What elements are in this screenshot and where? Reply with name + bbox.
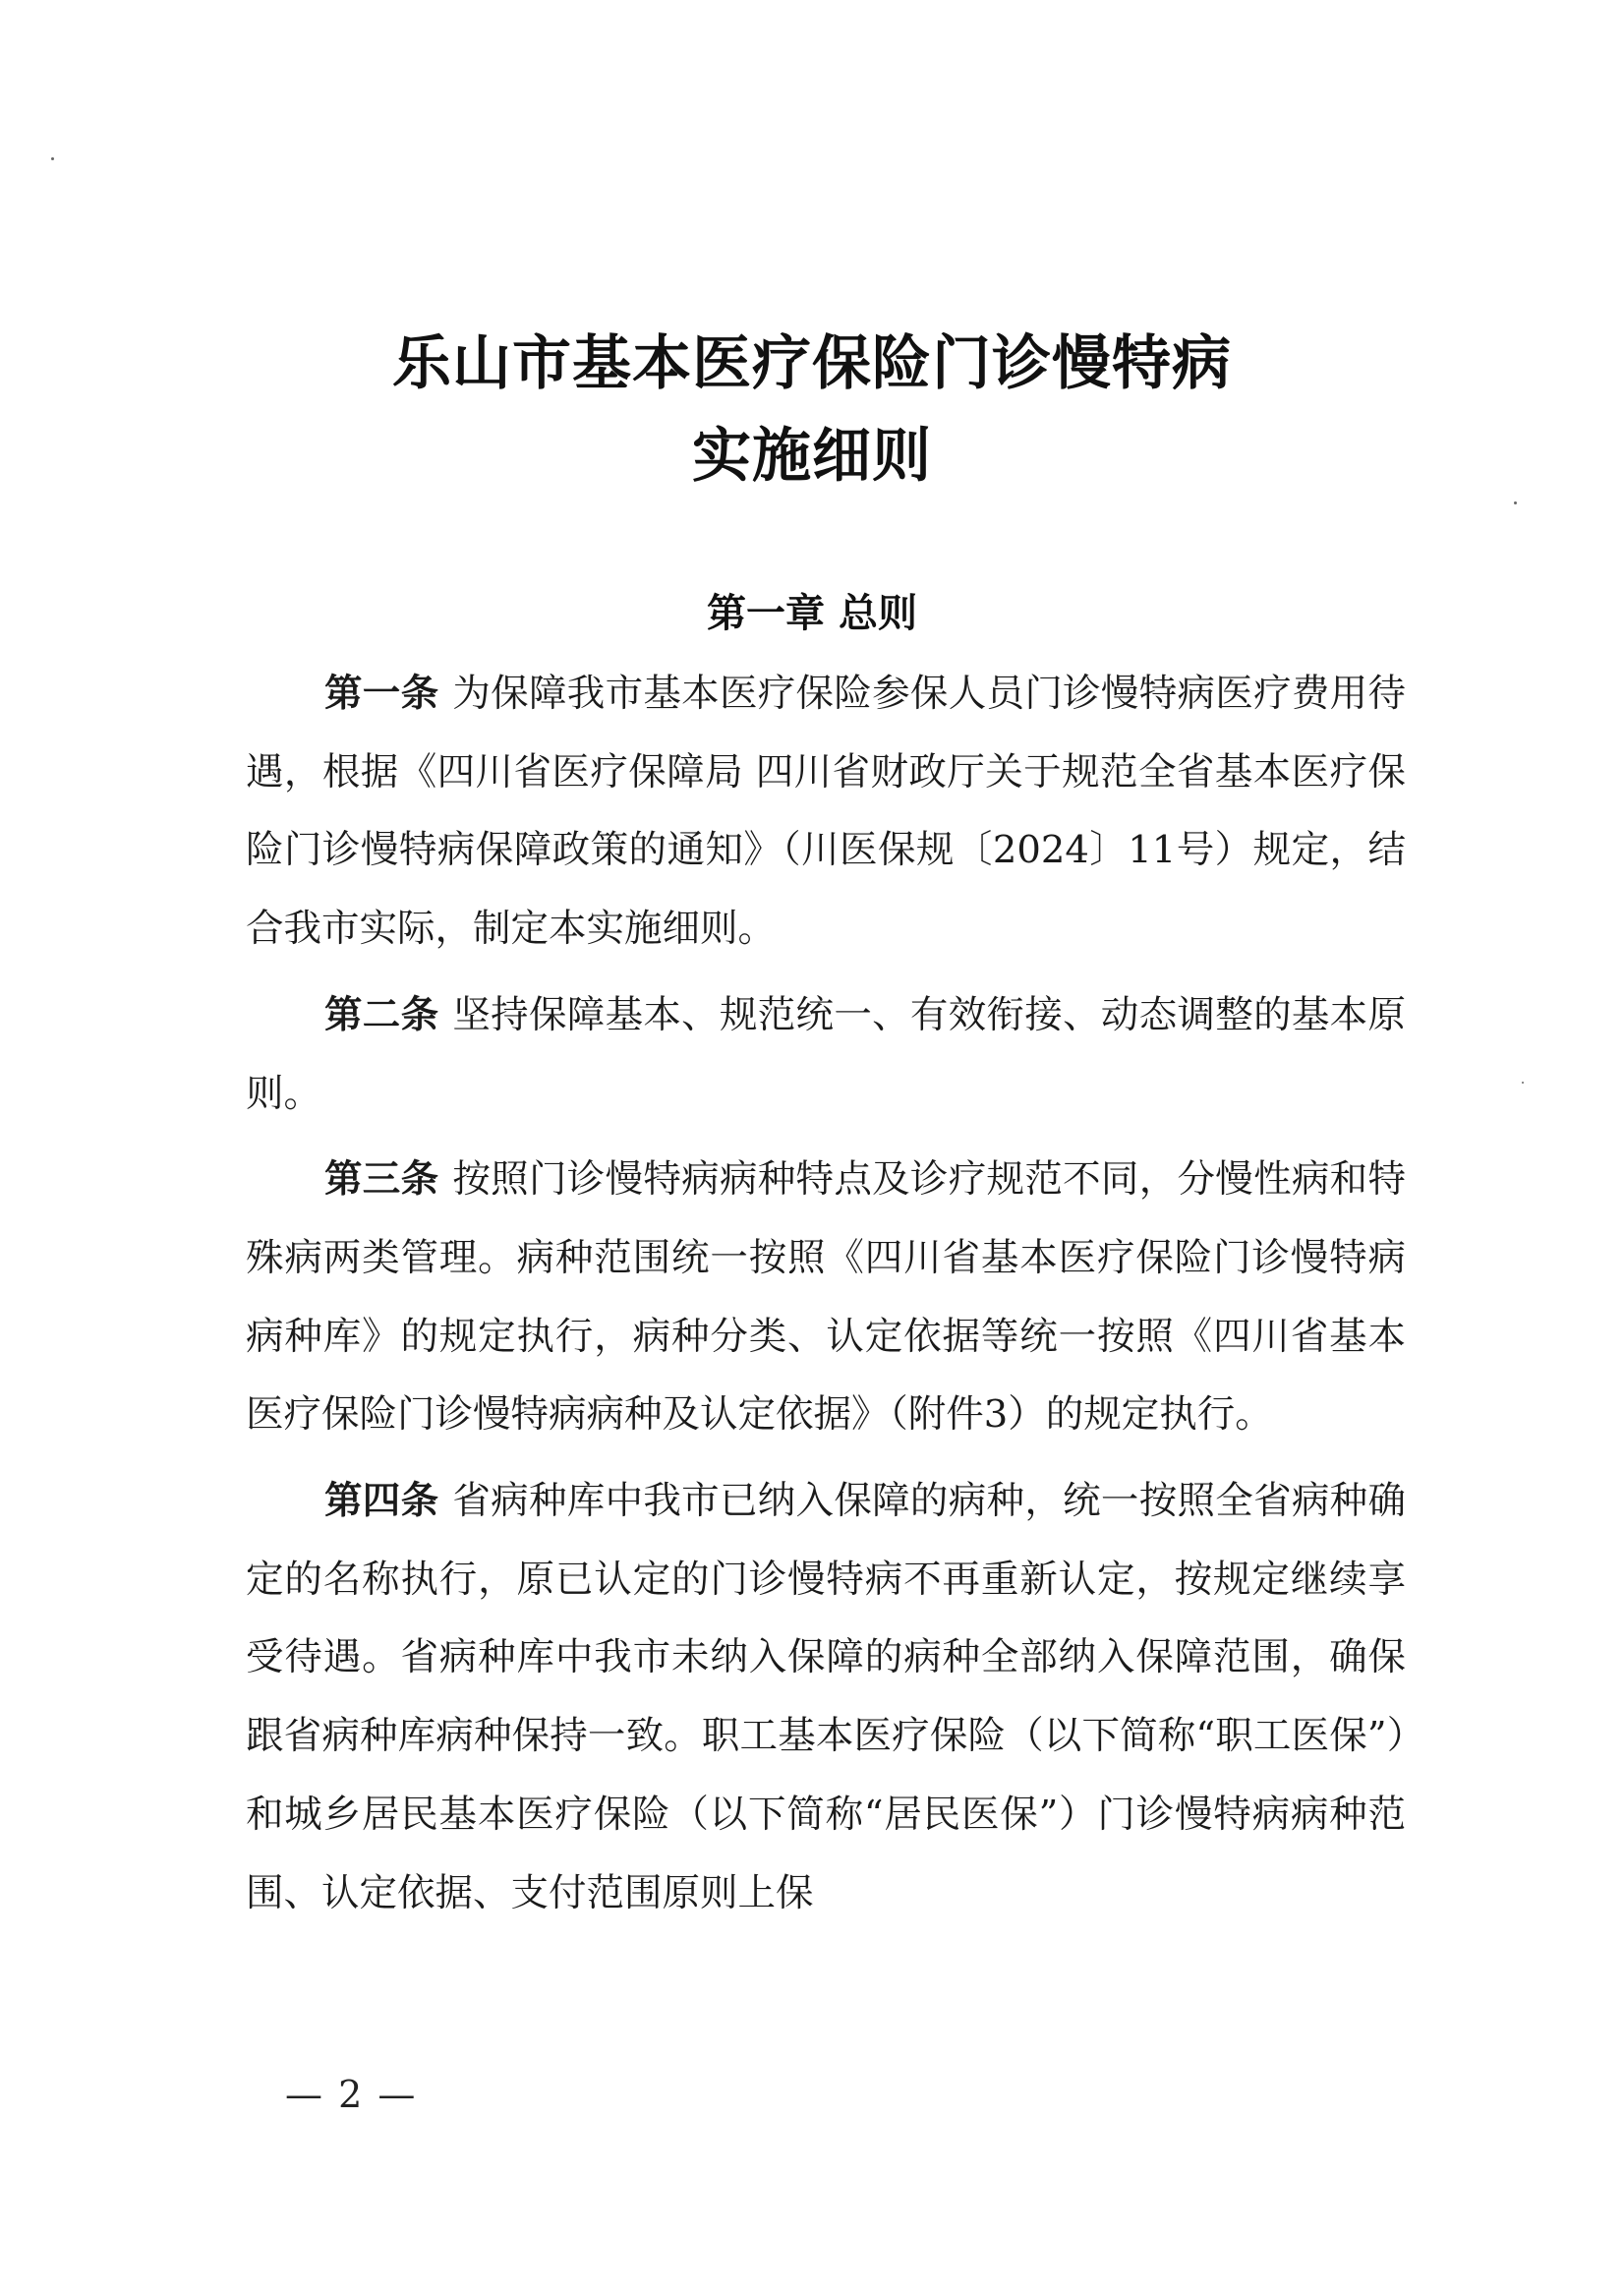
chapter-heading: 第一章 总则 [707,591,917,636]
article-2 [246,976,1406,1133]
article-3-text: 按照门诊慢特病病种特点及诊疗规范不同，分慢性病和特殊病两类管理。病种范围统一按照《四川省基本医疗保险门诊慢特病病种库》的规定执行，病种分类、认定依据等统一按照《四川省基本医疗保险门诊慢特病病种及认定依据》（附件3）的规定执行。 [246,1157,1406,1438]
article-4-text: 省病种库中我市已纳入保障的病种，统一按照全省病种确定的名称执行，原已认定的门诊慢特病不再重新认定，按规定继续享受待遇。省病种库中我市未纳入保障的病种全部纳入保障范围，确保跟省病种库病种保持一致。职工基本医疗保险（以下简称“职工医保”）和城乡居民基本医疗保险（以下简称“居民医保”）门诊慢特病病种范围、认定依据、支付范围原则上保 [246,1479,1406,1915]
page-number: — 2 — [285,2073,418,2116]
article-3 [246,1141,1406,1454]
article-4 [246,1462,1406,1932]
scan-speck [51,157,54,160]
scan-speck [1514,501,1517,504]
article-1-label: 第一条 [324,672,439,716]
article-4-label: 第四条 [324,1479,439,1524]
article-2-text: 坚持保障基本、规范统一、有效衔接、动态调整的基本原则。 [246,992,1406,1116]
article-1 [246,655,1406,969]
article-2-label: 第二条 [324,992,439,1037]
document-title-line-1: 乐山市基本医疗保险门诊慢特病 [392,329,1232,398]
article-3-label: 第三条 [324,1157,439,1203]
scan-speck [1522,1082,1524,1084]
document-title-line-2: 实施细则 [692,422,932,491]
document-body [246,655,1406,1932]
article-1-text: 为保障我市基本医疗保险参保人员门诊慢特病医疗费用待遇，根据《四川省医疗保障局 四川省财政厅关于规范全省基本医疗保险门诊慢特病保障政策的通知》（川医保规〔2024〕11号）规定，结合我市实际，制定本实施细则。 [246,672,1406,952]
